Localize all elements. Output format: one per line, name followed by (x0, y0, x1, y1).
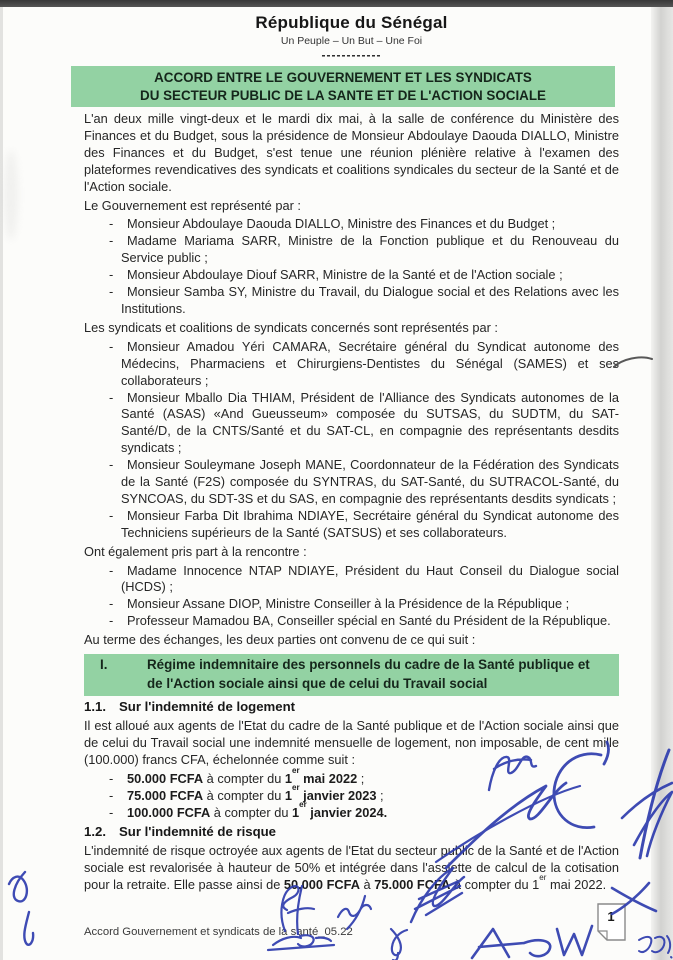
subsection-number: 1.1. (84, 699, 106, 715)
scan-smudge (4, 150, 18, 240)
allowance-item: - 50.000 FCFA à compter du 1er mai 2022 ; (84, 771, 619, 788)
list-item: - Monsieur Mballo Dia THIAM, Président de l'Alliance des Syndicats autonomes de la Santé (ASAS) «And Gueusseum» composée du SUTSAS, du SUDTM, du SAT-Santé/D, de la CNTS/Santé et du SAT-CL, en compagnie des représentants desdits syndicats ; (84, 390, 619, 458)
subsection-title: Sur l'indemnité de risque (119, 824, 277, 840)
section-title: Régime indemnitaire des personnels du cadre de la Santé publique et de l'Action sociale ainsi que de celui du Travail social (147, 657, 590, 691)
document-content (84, 13, 619, 896)
banner-line-2: DU SECTEUR PUBLIC DE LA SANTE ET DE L'ACTION SOCIALE (140, 87, 546, 103)
subsection-number: 1.2. (84, 824, 106, 840)
subsection-title: Sur l'indemnité de logement (119, 699, 296, 715)
intro-paragraph: L'an deux mille vingt-deux et le mardi dix mai, à la salle de conférence du Ministère des Finances et du Budget, sous la présidence de Monsieur Abdoulaye Daouda DIALLO, Ministre des Finances et du Budget, s'est tenue une réunion plénière relative à l'examen des plateformes revendicatives des syndicats et coalitions syndicales du secteur de la Santé et de l'Action sociale. (84, 111, 619, 194)
list-item: - Monsieur Amadou Yéri CAMARA, Secrétaire général du Syndicat autonome des Médecins, Pharmaciens et Chirurgiens-Dentistes du Sénégal (SAMES) et ses collaborateurs ; (84, 339, 619, 390)
section-1-heading (84, 654, 619, 696)
subsection-1-1-heading (84, 699, 619, 716)
ink-margin-dash (614, 357, 652, 367)
list-item: - Monsieur Farba Dit Ibrahima NDIAYE, Secrétaire général du Syndicat autonome des Techniciens supérieurs de la Santé (SATSUS) et ses collaborateurs. (84, 508, 619, 542)
signature-left-margin (9, 872, 33, 945)
subsection-1-2-heading (84, 824, 619, 841)
banner-line-1: ACCORD ENTRE LE GOUVERNEMENT ET LES SYNDICATS (154, 70, 532, 85)
list-item: - Professeur Mamadou BA, Conseiller spécial en Santé du Président de la République. (84, 613, 619, 630)
housing-allowance-paragraph: Il est alloué aux agents de l'Etat du cadre de la Santé publique et de l'Action sociale ainsi que de celui du Travail social une indemnité mensuelle de logement, non imposable, de cent mille (100.000) francs CFA, échelonnée comme suit : (84, 718, 619, 767)
scan-edge-top (0, 0, 673, 7)
scan-edge-right (651, 7, 673, 960)
list-item: - Monsieur Souleymane Joseph MANE, Coordonnateur de la Fédération des Syndicats de la Santé (F2S) composée du SYNTRAS, du SAT-Santé, du SUTRACOL-Santé, du SYNCOAS, du SDT-3S et du SAS, en compagnie des représentants desdits syndicats ; (84, 457, 619, 508)
allowance-item: - 75.000 FCFA à compter du 1er janvier 2023 ; (84, 788, 619, 805)
list-item: - Monsieur Abdoulaye Diouf SARR, Ministre de la Santé et de l'Action sociale ; (84, 267, 619, 284)
signature-w-slash (338, 896, 371, 929)
list-item: - Madame Mariama SARR, Ministre de la Fonction publique et du Renouveau du Service public ; (84, 233, 619, 267)
government-members-list (84, 216, 619, 317)
national-motto: Un Peuple – Un But – Une Foi (280, 35, 423, 47)
list-item: - Madame Innocence NTAP NDIAYE, Président du Haut Conseil du Dialogue social (HCDS) ; (84, 563, 619, 597)
also-intro: Ont également pris part à la rencontre : (84, 543, 307, 559)
divider-dashes: ------------ (321, 48, 382, 62)
unions-intro: Les syndicats et coalitions de syndicats concernés sont représentés par : (84, 319, 498, 335)
signature-a-d (472, 929, 550, 958)
country-title: République du Sénégal (255, 13, 448, 32)
conclusion-line: Au terme des échanges, les deux parties ont convenu de ce qui suit : (84, 632, 476, 648)
page-number-icon (596, 902, 627, 942)
government-intro: Le Gouvernement est représenté par : (84, 197, 301, 213)
risk-allowance-paragraph: L'indemnité de risque octroyée aux agents de l'Etat du secteur public de la Santé et de l'Action sociale est revalorisée à hauteur de 50% et intégrée dans l'assiette de calcul de la cotisation pour la retraite. Elle passe ainsi de 50.000 FCFA à 75.000 FCFA à compter du 1er mai 2022. (84, 843, 619, 893)
list-item: - Monsieur Abdoulaye Daouda DIALLO, Ministre des Finances et du Budget ; (84, 216, 619, 233)
housing-allowance-schedule (84, 766, 619, 822)
list-item: - Monsieur Samba SY, Ministre du Travail, du Dialogue social et des Relations avec les Institutions. (84, 284, 619, 318)
allowance-item: - 100.000 FCFA à compter du 1er janvier 2024. (84, 805, 619, 822)
section-numeral: I. (100, 657, 108, 673)
signature-w (557, 926, 592, 955)
page-number: 1 (607, 909, 615, 924)
also-attended-list (84, 563, 619, 631)
agreement-title-banner (71, 66, 615, 107)
document-footer-label: Accord Gouvernement et syndicats de la santé_05.22 (84, 926, 353, 938)
list-item: - Monsieur Assane DIOP, Ministre Conseiller à la Présidence de la République ; (84, 596, 619, 613)
union-members-list (84, 339, 619, 542)
scan-edge-left (0, 7, 3, 960)
document-body (84, 111, 619, 894)
signature-gamma (391, 929, 407, 960)
